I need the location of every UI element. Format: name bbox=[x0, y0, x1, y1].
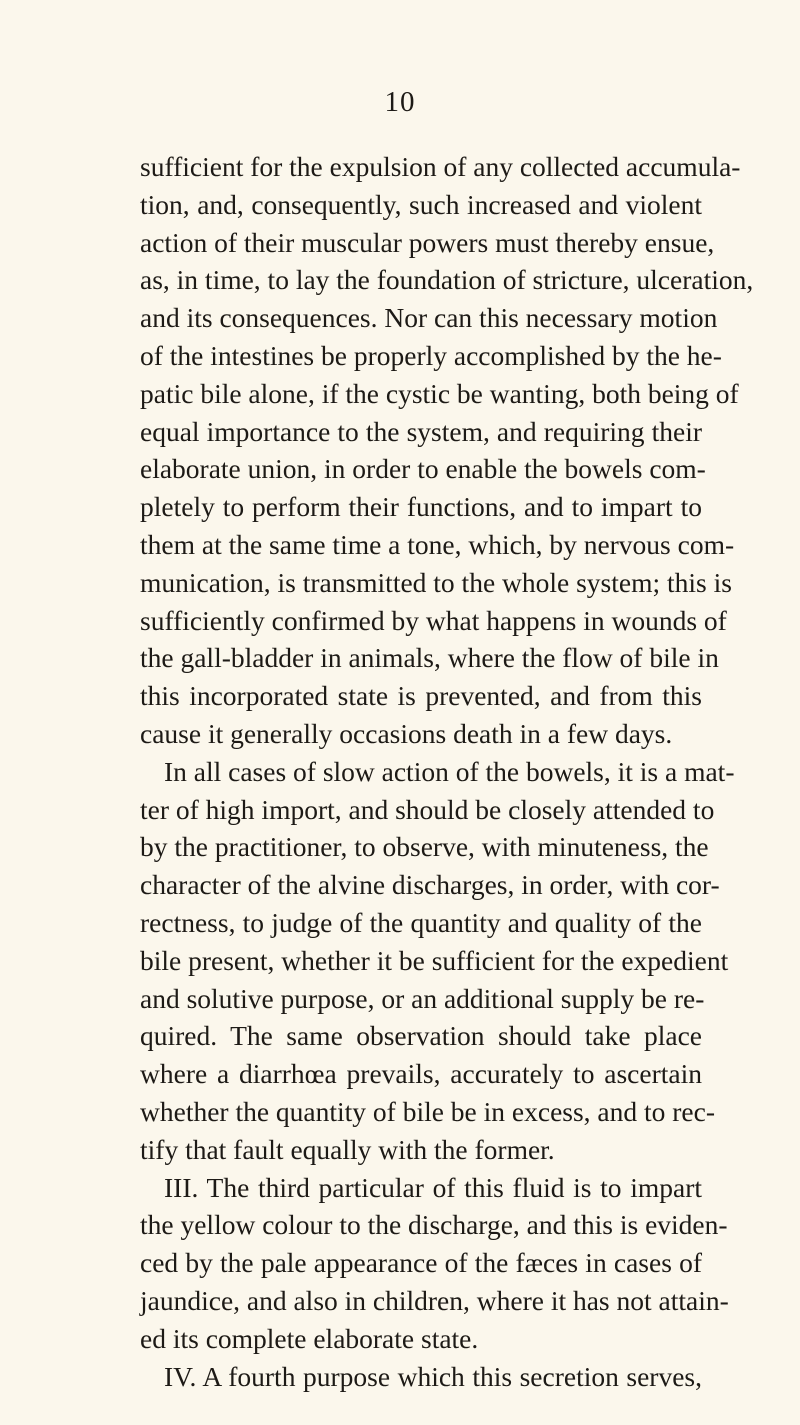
text-line: this incorporated state is prevented, and from this bbox=[140, 680, 702, 712]
text-line: rectness, to judge of the quantity and quality of the bbox=[140, 906, 702, 938]
text-line: and solutive purpose, or an additional supply be re- bbox=[140, 982, 705, 1014]
text-line: patic bile alone, if the cystic be wanting, both being of bbox=[140, 377, 739, 409]
text-line: whether the quantity of bile be in excess, and to rec- bbox=[140, 1095, 716, 1127]
text-line: and its consequences. Nor can this necessary motion bbox=[140, 302, 718, 334]
text-line: sufficient for the expulsion of any collected accumula- bbox=[140, 151, 741, 182]
text-line: In all cases of slow action of the bowels, it is a mat- bbox=[164, 755, 735, 787]
text-line: III. The third particular of this fluid is to impart bbox=[164, 1171, 702, 1203]
text-line: ed its complete elaborate state. bbox=[140, 1322, 479, 1354]
text-line: ter of high import, and should be closely attended to bbox=[140, 793, 715, 825]
text-line: munication, is transmitted to the whole system; this is bbox=[140, 566, 732, 598]
text-line: where a diarrhœa prevails, accurately to ascertain bbox=[140, 1058, 702, 1090]
text-line: quired. The same observation should take place bbox=[140, 1020, 702, 1052]
page-number: 10 bbox=[384, 86, 416, 118]
text-line: sufficiently confirmed by what happens in wounds of bbox=[140, 604, 727, 636]
text-line: ced by the pale appearance of the fæces in cases of bbox=[140, 1247, 702, 1279]
text-line: pletely to perform their functions, and to impart to bbox=[140, 491, 702, 523]
text-line: character of the alvine discharges, in order, with cor- bbox=[140, 869, 720, 901]
text-line: as, in time, to lay the foundation of stricture, ulceration, bbox=[140, 264, 754, 296]
text-line: bile present, whether it be sufficient for the expedient bbox=[140, 944, 729, 976]
body-text bbox=[140, 148, 754, 1395]
text-line: equal importance to the system, and requiring their bbox=[140, 415, 702, 447]
text-line: jaundice, and also in children, where it has not attain- bbox=[140, 1284, 729, 1316]
text-line: the gall-bladder in animals, where the flow of bile in bbox=[140, 642, 719, 674]
text-line: of the intestines be properly accomplished by the he- bbox=[140, 339, 722, 371]
text-line: by the practitioner, to observe, with minuteness, the bbox=[140, 831, 709, 863]
text-line: cause it generally occasions death in a few days. bbox=[140, 717, 673, 749]
text-line: them at the same time a tone, which, by nervous com- bbox=[140, 528, 735, 560]
text-line: elaborate union, in order to enable the bowels com- bbox=[140, 453, 706, 485]
text-line: tify that fault equally with the former. bbox=[140, 1133, 555, 1165]
text-line: the yellow colour to the discharge, and this is eviden- bbox=[140, 1209, 728, 1241]
text-line: action of their muscular powers must thereby ensue, bbox=[140, 226, 715, 258]
text-line: tion, and, consequently, such increased and violent bbox=[140, 188, 702, 220]
text-line: IV. A fourth purpose which this secretion serves, bbox=[164, 1360, 702, 1392]
